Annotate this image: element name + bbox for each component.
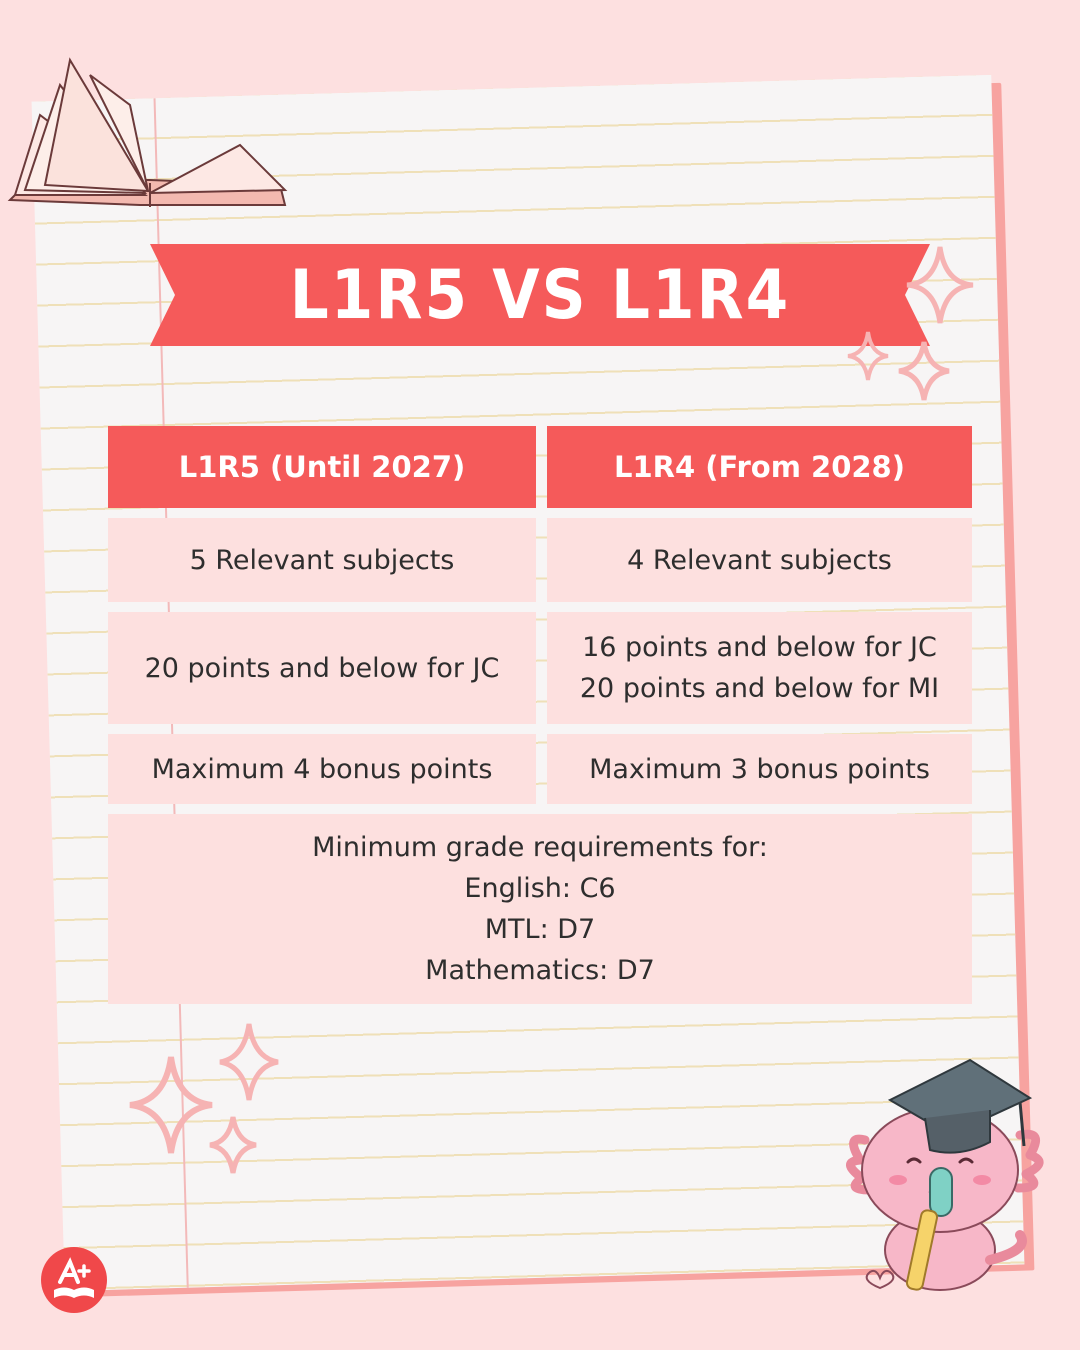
brand-logo bbox=[40, 1246, 108, 1314]
open-book-icon bbox=[0, 55, 300, 225]
sparkle-icon bbox=[218, 1022, 280, 1102]
table-cell-l1r5-subjects: 5 Relevant subjects bbox=[108, 518, 536, 602]
minimum-grade-requirements bbox=[108, 814, 972, 1004]
requirements-heading: Minimum grade requirements for: bbox=[312, 832, 768, 863]
column-header-l1r5: L1R5 (Until 2027) bbox=[108, 426, 536, 508]
requirement-mathematics: Mathematics: D7 bbox=[425, 955, 655, 986]
requirement-english: English: C6 bbox=[464, 873, 616, 904]
sparkle-icon bbox=[208, 1115, 258, 1175]
sparkle-icon bbox=[897, 340, 951, 402]
requirement-mtl: MTL: D7 bbox=[484, 914, 596, 945]
table-cell-l1r5-points: 20 points and below for JC bbox=[108, 612, 536, 724]
sparkle-icon bbox=[905, 245, 975, 325]
page-title: L1R5 VS L1R4 bbox=[289, 255, 791, 335]
sparkle-icon bbox=[128, 1055, 214, 1155]
table-cell-l1r4-points: 16 points and below for JC 20 points and below for MI bbox=[547, 612, 972, 724]
table-cell-l1r5-bonus: Maximum 4 bonus points bbox=[108, 734, 536, 804]
axolotl-graduate-icon bbox=[840, 1050, 1050, 1300]
sparkle-icon bbox=[846, 330, 890, 382]
column-header-l1r4: L1R4 (From 2028) bbox=[547, 426, 972, 508]
table-cell-l1r4-subjects: 4 Relevant subjects bbox=[547, 518, 972, 602]
table-cell-l1r4-bonus: Maximum 3 bonus points bbox=[547, 734, 972, 804]
